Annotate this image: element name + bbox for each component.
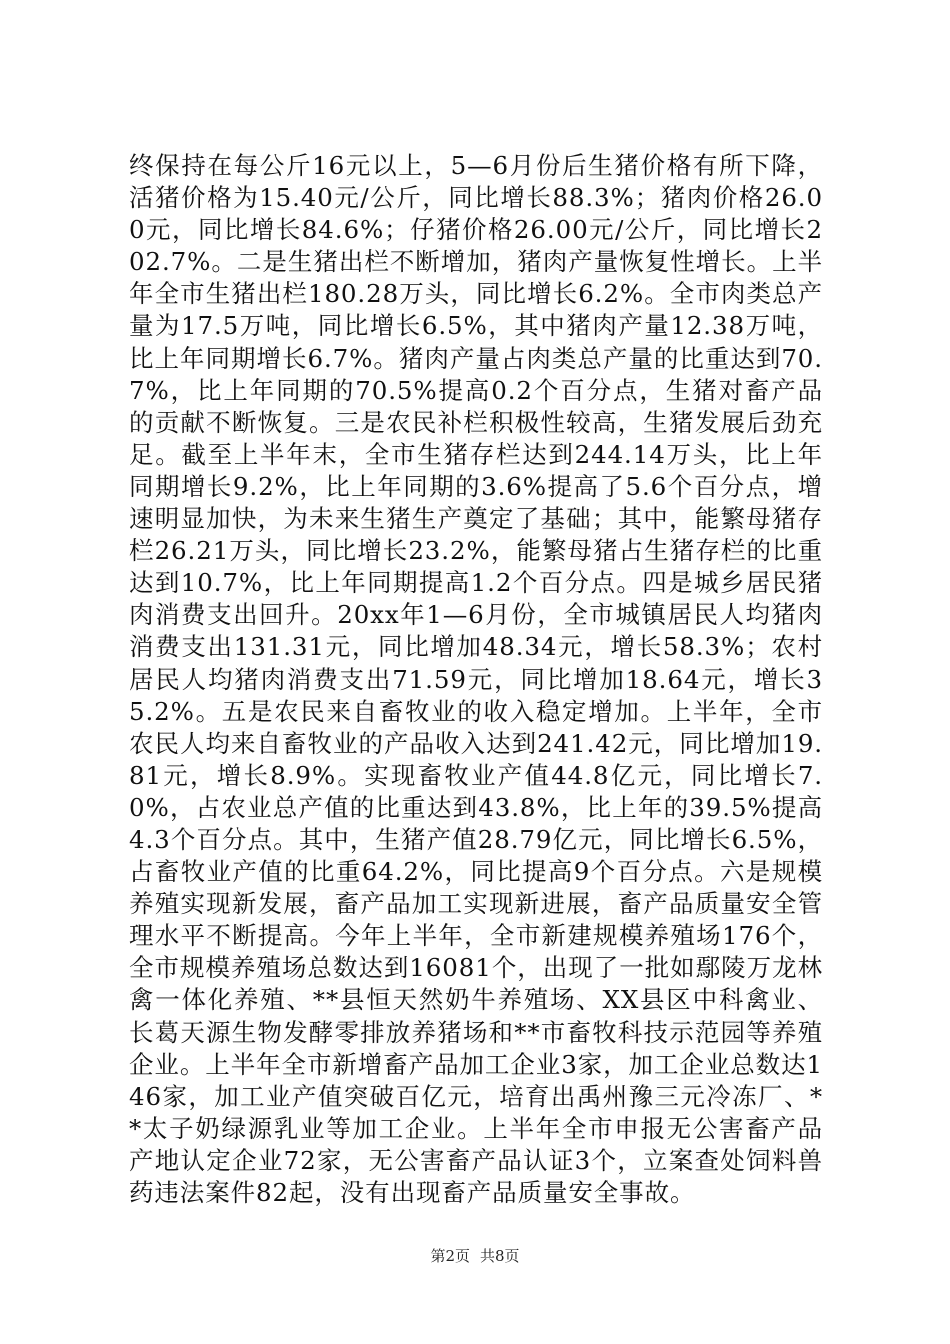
page-number: 第2页 [430, 1247, 470, 1265]
body-paragraph: 终保持在每公斤16元以上，5—6月份后生猪价格有所下降，活猪价格为15.40元/公斤，同比增长88.3%；猪肉价格26.00元，同比增长84.6%；仔猪价格26.00元/公斤，同比增长202.7%。二是生猪出栏不断增加，猪肉产量恢复性增长。上半年全市生猪出栏180.28万头，同比增长6.2%。全市肉类总产量为17.5万吨，同比增长6.5%，其中猪肉产量12.38万吨，比上年同期增长6.7%。猪肉产量占肉类总产量的比重达到70.7%，比上年同期的70.5%提高0.2个百分点，生猪对畜产品的贡献不断恢复。三是农民补栏积极性较高，生猪发展后劲充足。截至上半年末，全市生猪存栏达到244.14万头，比上年同期增长9.2%，比上年同期的3.6%提高了5.6个百分点，增速明显加快，为未来生猪生产奠定了基础；其中，能繁母猪存栏26.21万头，同比增长23.2%，能繁母猪占生猪存栏的比重达到10.7%，比上年同期提高1.2个百分点。四是城乡居民猪肉消费支出回升。20xx年1—6月份，全市城镇居民人均猪肉消费支出131.31元，同比增加48.34元，增长58.3%；农村居民人均猪肉消费支出71.59元，同比增加18.64元，增长35.2%。五是农民来自畜牧业的收入稳定增加。上半年，全市农民人均来自畜牧业的产品收入达到241.42元，同比增加19.81元，增长8.9%。实现畜牧业产值44.8亿元，同比增长7.0%，占农业总产值的比重达到43.8%，比上年的39.5%提高4.3个百分点。其中，生猪产值28.79亿元，同比增长6.5%，占畜牧业产值的比重64.2%，同比提高9个百分点。六是规模养殖实现新发展，畜产品加工实现新进展，畜产品质量安全管理水平不断提高。今年上半年，全市新建规模养殖场176个，全市规模养殖场总数达到16081个，出现了一批如鄢陵万龙林禽一体化养殖、**县恒天然奶牛养殖场、XX县区中科禽业、长葛天源生物发酵零排放养猪场和**市畜牧科技示范园等养殖企业。上半年全市新增畜产品加工企业3家，加工企业总数达146家，加工业产值突破百亿元，培育出禹州豫三元冷冻厂、**太子奶绿源乳业等加工企业。上半年全市申报无公害畜产品产地认定企业72家，无公害畜产品认证3个，立案查处饲料兽药违法案件82起，没有出现畜产品质量安全事故。 [129, 151, 823, 1207]
page-total: 共8页 [480, 1247, 520, 1265]
page-footer [0, 1245, 950, 1266]
